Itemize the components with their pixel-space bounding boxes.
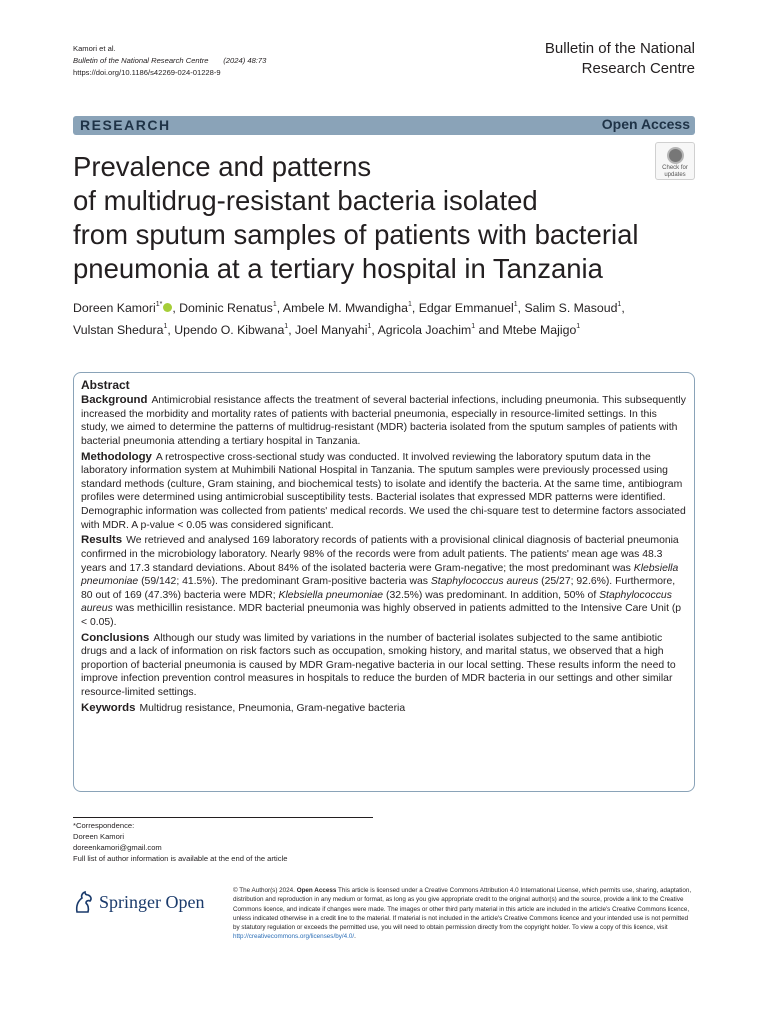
abstract-heading: Abstract — [81, 378, 130, 392]
journal-name-line1: Bulletin of the National — [544, 40, 695, 57]
author-affiliation: 1 — [163, 323, 168, 331]
species-name: Klebsiella pneumoniae — [278, 589, 384, 601]
correspondence — [73, 820, 287, 864]
author-affiliation: 1 — [471, 323, 476, 331]
results-text: (25/27; 92.6%). Furthermore, 80 out of 169 (47.3%) bacteria were MDR; — [81, 576, 676, 601]
check-updates-line2: updates — [664, 172, 686, 178]
methodology-text: A retrospective cross-sectional study was conducted. It involved reviewing the laboratory sputum data in the laboratory information system at Muhimbili National Hospital in Tanzania. The sputum samples were previously processed using standard methods (culture, Gram staining, and biochemical tests) to isolate and identify the bacteria. At the same time, antibiogram profiles were determined using antimicrobial susceptibility tests. Bacterial isolates that expressed MDR patterns were identified. Demographic information was collected from patients' medical records. We used the chi-square test to determine factors associated with MDR. A p-value < 0.05 was considered significant. — [81, 451, 686, 531]
author-separator: , — [621, 301, 625, 316]
species-name: Staphylococcus aureus — [81, 589, 672, 615]
copyright: © The Author(s) 2024. — [233, 887, 295, 894]
correspondence-label: *Correspondence: — [73, 821, 135, 830]
title-line-4: pneumonia at a tertiary hospital in Tanzania — [73, 253, 603, 284]
abstract-keywords — [81, 702, 686, 716]
open-access-label: Open Access — [601, 116, 690, 132]
author-line: Kamori et al. — [73, 44, 116, 53]
check-updates-line1: Check for — [662, 165, 688, 171]
author-separator: and — [475, 323, 503, 338]
title-line-3: from sputum samples of patients with bacterial — [73, 219, 639, 250]
article-title — [73, 150, 693, 286]
conclusions-label: Conclusions — [81, 631, 150, 644]
volume-info: (2024) 48:73 — [223, 56, 267, 65]
author-separator: , — [167, 323, 175, 338]
article-meta — [73, 43, 266, 79]
results-label: Results — [81, 534, 123, 547]
author-affiliation: 1 — [617, 301, 622, 308]
check-for-updates-badge[interactable] — [655, 142, 695, 180]
journal-name — [520, 39, 695, 79]
author-separator: , — [172, 301, 180, 316]
check-updates-icon — [667, 147, 684, 164]
conclusions-text: Although our study was limited by variations in the number of bacterial isolates subjected to the same antibiotic drugs and a lack of information on risk factors such as occupation, smoking history, and marital status, we observed that a high proportion of bacterial pneumonia is caused by MDR Gram-negative bacteria in our local setting. These results inform the need to improve infection prevention control measures in hospitals to reduce the burden of MDR bacteria in our settings and other similar resource-limited settings. — [81, 632, 676, 699]
author-name[interactable]: Joel Manyahi — [295, 323, 368, 338]
correspondence-email[interactable]: doreenkamori@gmail.com — [73, 843, 162, 852]
keywords-text: Multidrug resistance, Pneumonia, Gram-negative bacteria — [139, 702, 406, 714]
author-affiliation: 1 — [272, 301, 277, 308]
results-text: (32.5%) was predominant. In addition, 50% of — [383, 589, 600, 601]
results-text: We retrieved and analysed 169 laboratory records of patients with a provisional clinical diagnosis of bacterial pneumonia confirmed in the microbiology laboratory. Nearly 98% of the records were from adult patients. The patients' mean age was 48.3 years and 17.3 standard deviations. About 84% of the isolated bacteria were Gram-negative; the most predominant was — [81, 535, 679, 574]
footnote-divider — [73, 817, 373, 818]
author-separator: , — [411, 301, 419, 316]
results-text: was methicillin resistance. MDR bacterial pneumonia was highly observed in patients admitted to the Intensive Care Unit (p < 0.05). — [81, 603, 682, 628]
title-line-1: Prevalence and patterns — [73, 151, 372, 182]
author-name[interactable]: Upendo O. Kibwana — [174, 323, 285, 338]
author-affiliation: 1 — [407, 301, 412, 308]
license-suffix: . — [354, 933, 356, 941]
author-affiliation: 1 — [576, 323, 581, 331]
abstract-results — [81, 534, 686, 629]
abstract-background — [81, 394, 686, 448]
species-name: Klebsiella pneumoniae — [81, 562, 679, 588]
abstract — [81, 377, 686, 718]
methodology-label: Methodology — [81, 450, 152, 463]
author-separator: , — [288, 323, 296, 338]
correspondence-name: Doreen Kamori — [73, 832, 125, 841]
author-list — [73, 296, 698, 340]
springer-horse-icon — [73, 890, 95, 921]
author-name[interactable]: Agricola Joachim — [377, 323, 472, 338]
abstract-conclusions — [81, 632, 686, 700]
doi-link[interactable]: https://doi.org/10.1186/s42269-024-01228-9 — [73, 68, 221, 77]
author-info-note: Full list of author information is available at the end of the article — [73, 854, 288, 863]
author-name[interactable]: Salim S. Masoud — [524, 301, 618, 316]
section-label: RESEARCH — [80, 117, 171, 133]
author-name[interactable]: Edgar Emmanuel — [418, 301, 514, 316]
author-name[interactable]: Dominic Renatus — [179, 301, 273, 316]
results-text: (59/142; 41.5%). The predominant Gram-positive bacteria was — [138, 576, 431, 588]
license-open-access: Open Access — [296, 887, 337, 894]
springer-open-logo[interactable] — [99, 890, 205, 914]
orcid-icon[interactable] — [163, 303, 172, 312]
journal-citation: Bulletin of the National Research Centre — [73, 56, 209, 65]
author-affiliation: 1 — [367, 323, 372, 331]
background-label: Background — [81, 394, 148, 406]
author-affiliation: 1 — [284, 323, 289, 331]
author-affiliation: 1* — [155, 301, 163, 308]
journal-name-line2: Research Centre — [581, 60, 695, 77]
license-url[interactable]: http://creativecommons.org/licenses/by/4.0/ — [233, 933, 355, 941]
license-statement — [233, 886, 695, 942]
background-text: Antimicrobial resistance affects the treatment of several bacterial infections, including pneumonia. This subsequently increased the morbidity and mortality rates of patients with bacterial pneumonia, especially in resource-limited settings. In this study, we aimed to determine the patterns of multidrug-resistant (MDR) bacteria isolated from the sputum samples of patients with bacterial pneumonia attending a tertiary hospital in Tanzania. — [81, 395, 686, 447]
author-separator: , — [276, 301, 283, 316]
author-name[interactable]: Mtebe Majigo — [502, 323, 577, 338]
author-separator: , — [371, 323, 378, 338]
author-name[interactable]: Doreen Kamori — [73, 301, 156, 316]
publisher-name: Springer — [99, 892, 161, 912]
license-text: This article is licensed under a Creative Commons Attribution 4.0 International License, which permits use, sharing, adaptation, distribution and reproduction in any medium or format, as long as you give appropriate credit to the original author(s) and the source, provide a link to the Creative Commons licence, and indicate if changes were made. The images or other third party material in this article are included in the article's Creative Commons licence, unless indicated otherwise in a credit line to the material. If material is not included in the article's Creative Commons licence and your intended use is not permitted by statutory regulation or exceeds the permitted use, you will need to obtain permission directly from the copyright holder. To view a copy of this licence, visit — [233, 887, 692, 932]
author-name[interactable]: Ambele M. Mwandigha — [282, 301, 408, 316]
title-line-2: of multidrug-resistant bacteria isolated — [73, 185, 538, 216]
abstract-methodology — [81, 451, 686, 533]
author-affiliation: 1 — [513, 301, 518, 308]
publisher-open: Open — [165, 892, 205, 912]
species-name: Staphylococcus aureus — [430, 576, 539, 588]
author-separator: , — [517, 301, 525, 316]
keywords-label: Keywords — [81, 701, 136, 714]
author-name[interactable]: Vulstan Shedura — [73, 323, 164, 338]
